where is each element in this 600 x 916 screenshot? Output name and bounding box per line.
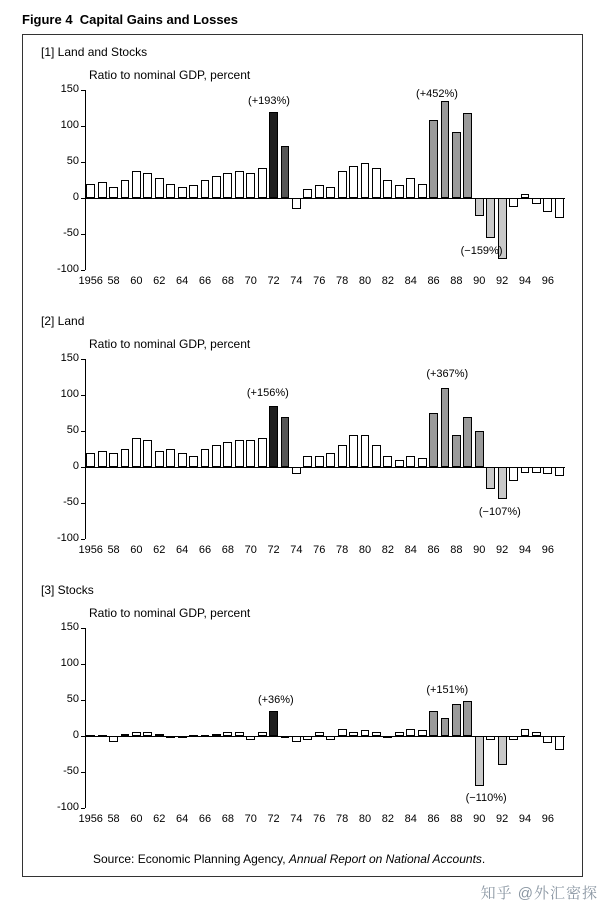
bar-1990 — [475, 736, 484, 786]
x-tick-label: 90 — [473, 275, 486, 287]
bar-1987 — [441, 101, 450, 198]
bar-1980 — [361, 163, 370, 198]
y-tick-label: 50 — [66, 693, 79, 705]
x-tick-label: 90 — [473, 544, 486, 556]
x-tick-label: 88 — [450, 275, 463, 287]
y-tick — [81, 808, 85, 809]
y-tick — [81, 162, 85, 163]
y-tick — [81, 664, 85, 665]
bar-1997 — [555, 467, 564, 476]
bar-1960 — [132, 171, 141, 198]
bar-chart-land-and-stocks — [29, 68, 574, 290]
y-axis-line — [85, 628, 86, 808]
bar-1976 — [315, 185, 324, 198]
chart-title: [1] Land and Stocks — [41, 45, 148, 59]
bar-1967 — [212, 445, 221, 467]
bar-1977 — [326, 736, 335, 740]
watermark: 知乎 @外汇密探 — [471, 878, 600, 907]
x-tick-label: 88 — [450, 813, 463, 825]
bar-1986 — [429, 413, 438, 467]
x-tick-label: 80 — [358, 813, 372, 825]
bar-1986 — [429, 711, 438, 736]
bar-1977 — [326, 453, 335, 467]
bar-1982 — [383, 736, 392, 738]
x-tick-label: 92 — [496, 813, 509, 825]
y-tick — [81, 126, 85, 127]
bar-1956 — [86, 184, 95, 198]
bar-1963 — [166, 736, 175, 738]
x-tick-label: 1956 — [78, 544, 103, 556]
bar-1984 — [406, 178, 415, 198]
x-tick-label: 78 — [336, 544, 349, 556]
bar-1984 — [406, 729, 415, 736]
bar-1966 — [201, 180, 210, 198]
x-tick-label: 82 — [381, 275, 394, 287]
x-tick-label: 94 — [518, 275, 532, 287]
y-tick — [81, 772, 85, 773]
x-tick-label: 80 — [358, 275, 372, 287]
bar-1956 — [86, 735, 95, 737]
bar-1971 — [258, 168, 267, 198]
bar-1961 — [143, 732, 152, 736]
bar-1974 — [292, 198, 301, 209]
chart-panel-stocks — [29, 583, 576, 828]
bar-1997 — [555, 736, 564, 750]
x-tick-label: 68 — [221, 275, 234, 287]
bar-1992 — [498, 736, 507, 765]
x-tick-label: 90 — [473, 813, 486, 825]
bar-1986 — [429, 120, 438, 198]
bar-1995 — [532, 732, 541, 736]
y-tick-label: -100 — [56, 801, 79, 813]
bar-1991 — [486, 198, 495, 238]
x-tick-label: 84 — [404, 275, 417, 287]
bar-1983 — [395, 732, 404, 736]
bar-1979 — [349, 435, 358, 467]
bar-1969 — [235, 732, 244, 736]
y-axis-title: Ratio to nominal GDP, percent — [89, 68, 251, 82]
bar-chart-land — [29, 337, 574, 559]
bar-1988 — [452, 435, 461, 467]
x-tick-label: 72 — [267, 813, 280, 825]
bar-1993 — [509, 467, 518, 481]
bar-1962 — [155, 451, 164, 467]
x-tick-label: 74 — [290, 813, 303, 825]
y-tick-label: 150 — [60, 621, 79, 633]
y-tick — [81, 270, 85, 271]
x-tick-label: 60 — [130, 275, 143, 287]
x-tick-label: 64 — [176, 813, 189, 825]
bar-1974 — [292, 467, 301, 474]
bar-1985 — [418, 458, 427, 467]
bar-1990 — [475, 431, 484, 467]
y-axis-line — [85, 90, 86, 270]
x-tick-label: 62 — [153, 275, 166, 287]
annotation: (−107%) — [478, 506, 521, 519]
bar-1968 — [223, 732, 232, 736]
bar-1987 — [441, 718, 450, 736]
annotation: (+156%) — [246, 386, 289, 399]
bar-1959 — [121, 449, 130, 467]
bar-1978 — [338, 729, 347, 736]
bar-1975 — [303, 456, 312, 467]
bar-1978 — [338, 445, 347, 467]
annotation: (+367%) — [426, 367, 469, 380]
bar-1964 — [178, 453, 187, 467]
bar-1956 — [86, 453, 95, 467]
bar-1977 — [326, 187, 335, 198]
bar-1969 — [235, 171, 244, 198]
x-tick-label: 70 — [244, 813, 257, 825]
bar-1970 — [246, 173, 255, 198]
y-tick-label: 100 — [60, 388, 79, 400]
bar-1980 — [361, 435, 370, 467]
source-prefix: Source: Economic Planning Agency, — [93, 852, 289, 866]
x-tick-label: 74 — [290, 544, 303, 556]
x-tick-label: 76 — [313, 275, 326, 287]
bar-1979 — [349, 166, 358, 198]
bar-1988 — [452, 132, 461, 198]
y-tick-label: 0 — [72, 191, 79, 203]
x-tick-label: 76 — [313, 813, 326, 825]
bar-1983 — [395, 185, 404, 198]
annotation: (−159%) — [460, 245, 503, 257]
x-tick-label: 64 — [176, 275, 189, 287]
chart-title: [2] Land — [41, 314, 85, 328]
bar-chart-stocks — [29, 606, 574, 828]
x-tick-label: 92 — [496, 544, 509, 556]
chart-title: [3] Stocks — [41, 583, 94, 597]
bar-1982 — [383, 456, 392, 467]
x-tick-label: 62 — [153, 813, 166, 825]
bar-1967 — [212, 176, 221, 198]
bar-1964 — [178, 187, 187, 198]
y-tick-label: 150 — [60, 352, 79, 364]
bar-1965 — [189, 456, 198, 467]
y-tick-label: 50 — [66, 155, 79, 167]
bar-1982 — [383, 180, 392, 198]
source-suffix: . — [481, 852, 486, 866]
x-tick-label: 58 — [107, 813, 120, 825]
x-tick-label: 66 — [198, 275, 212, 287]
bar-1985 — [418, 730, 427, 736]
x-tick-label: 94 — [518, 544, 532, 556]
y-tick-label: 0 — [72, 729, 79, 741]
bar-1975 — [303, 189, 312, 198]
y-tick — [81, 503, 85, 504]
bar-1958 — [109, 453, 118, 467]
bar-1959 — [121, 734, 130, 736]
bar-1993 — [509, 198, 518, 207]
x-tick-label: 82 — [381, 813, 394, 825]
bar-1968 — [223, 173, 232, 198]
x-tick-label: 1956 — [78, 813, 103, 825]
y-tick — [81, 700, 85, 701]
bar-1987 — [441, 388, 450, 467]
y-tick-label: -50 — [63, 227, 79, 239]
x-tick-label: 84 — [404, 813, 417, 825]
bar-1968 — [223, 442, 232, 467]
annotation: (+452%) — [416, 88, 458, 101]
y-tick — [81, 628, 85, 629]
bar-1971 — [258, 438, 267, 467]
x-tick-label: 76 — [313, 544, 326, 556]
bar-1970 — [246, 736, 255, 740]
bar-1966 — [201, 449, 210, 467]
y-tick-label: 50 — [66, 424, 79, 436]
y-tick — [81, 234, 85, 235]
bar-1989 — [463, 417, 472, 467]
bar-1973 — [281, 146, 290, 198]
bar-1994 — [521, 467, 530, 473]
bar-1961 — [143, 440, 152, 467]
x-tick-label: 60 — [130, 813, 143, 825]
y-tick-label: 0 — [72, 460, 79, 472]
x-tick-label: 1956 — [78, 275, 103, 287]
bar-1972 — [269, 406, 278, 467]
x-tick-label: 78 — [336, 813, 349, 825]
x-tick-label: 88 — [450, 544, 463, 556]
x-tick-label: 92 — [496, 275, 509, 287]
y-tick — [81, 539, 85, 540]
x-tick-label: 96 — [541, 275, 554, 287]
x-tick-label: 58 — [107, 544, 120, 556]
source-report-title: Annual Report on National Accounts — [288, 852, 482, 866]
x-tick-label: 86 — [427, 275, 440, 287]
chart-panel-land — [29, 314, 576, 559]
bar-1996 — [543, 198, 552, 212]
y-axis-line — [85, 359, 86, 539]
y-tick-label: -50 — [63, 496, 79, 508]
bar-1981 — [372, 445, 381, 467]
bar-1980 — [361, 730, 370, 736]
bar-1994 — [521, 729, 530, 736]
bar-1989 — [463, 701, 472, 736]
bar-1972 — [269, 711, 278, 736]
x-tick-label: 96 — [541, 544, 554, 556]
x-tick-label: 96 — [541, 813, 554, 825]
bar-1985 — [418, 184, 427, 198]
source-line — [93, 852, 576, 866]
y-tick-label: 150 — [60, 83, 79, 95]
bar-1995 — [532, 467, 541, 473]
bar-1994 — [521, 194, 530, 198]
bar-1957 — [98, 451, 107, 467]
bar-1984 — [406, 456, 415, 467]
x-tick-label: 64 — [176, 544, 189, 556]
bar-1958 — [109, 187, 118, 198]
x-tick-label: 72 — [267, 544, 280, 556]
bar-1978 — [338, 171, 347, 198]
bar-1957 — [98, 735, 107, 737]
figure-box — [22, 34, 583, 877]
bar-1959 — [121, 180, 130, 198]
y-tick — [81, 431, 85, 432]
bar-1966 — [201, 735, 210, 737]
x-tick-label: 70 — [244, 275, 257, 287]
bar-1976 — [315, 456, 324, 467]
bar-1963 — [166, 449, 175, 467]
y-tick — [81, 359, 85, 360]
x-tick-label: 68 — [221, 544, 234, 556]
annotation: (−110%) — [465, 792, 507, 805]
y-tick-label: -100 — [56, 532, 79, 544]
bar-1996 — [543, 736, 552, 743]
bar-1965 — [189, 185, 198, 198]
bar-1972 — [269, 112, 278, 198]
y-tick-label: 100 — [60, 119, 79, 131]
y-axis-title: Ratio to nominal GDP, percent — [89, 606, 251, 620]
x-tick-label: 82 — [381, 544, 394, 556]
bar-1996 — [543, 467, 552, 474]
bar-1981 — [372, 732, 381, 736]
y-tick-label: -50 — [63, 765, 79, 777]
bar-1960 — [132, 732, 141, 736]
bar-1995 — [532, 198, 541, 204]
bar-1971 — [258, 732, 267, 736]
bar-1979 — [349, 732, 358, 736]
bar-1990 — [475, 198, 484, 216]
x-tick-label: 66 — [198, 813, 212, 825]
x-tick-label: 66 — [198, 544, 212, 556]
x-tick-label: 68 — [221, 813, 234, 825]
bar-1976 — [315, 732, 324, 736]
annotation: (+36%) — [257, 694, 294, 707]
bar-1973 — [281, 736, 290, 738]
x-tick-label: 86 — [427, 544, 440, 556]
bar-1993 — [509, 736, 518, 740]
bar-1991 — [486, 736, 495, 740]
x-tick-label: 74 — [290, 275, 303, 287]
x-tick-label: 72 — [267, 275, 280, 287]
x-tick-label: 94 — [518, 813, 532, 825]
bar-1967 — [212, 734, 221, 736]
bar-1992 — [498, 467, 507, 499]
bar-1958 — [109, 736, 118, 742]
bar-1969 — [235, 440, 244, 467]
bar-1960 — [132, 438, 141, 467]
bar-1997 — [555, 198, 564, 218]
bar-1983 — [395, 460, 404, 467]
bar-1988 — [452, 704, 461, 736]
y-tick — [81, 395, 85, 396]
bar-1965 — [189, 735, 198, 737]
x-tick-label: 80 — [358, 544, 372, 556]
bar-1962 — [155, 734, 164, 736]
chart-panel-land-and-stocks — [29, 45, 576, 290]
bar-1957 — [98, 182, 107, 198]
x-tick-label: 60 — [130, 544, 143, 556]
y-tick-label: -100 — [56, 263, 79, 275]
bar-1991 — [486, 467, 495, 489]
bar-1962 — [155, 178, 164, 198]
bar-1970 — [246, 440, 255, 467]
y-axis-title: Ratio to nominal GDP, percent — [89, 337, 251, 351]
bar-1964 — [178, 736, 187, 738]
x-tick-label: 62 — [153, 544, 166, 556]
x-tick-label: 84 — [404, 544, 417, 556]
x-tick-label: 58 — [107, 275, 120, 287]
figure-title: Figure 4 Capital Gains and Losses — [22, 12, 239, 27]
x-tick-label: 70 — [244, 544, 257, 556]
x-tick-label: 78 — [336, 275, 349, 287]
bar-1973 — [281, 417, 290, 467]
y-tick — [81, 90, 85, 91]
bar-1989 — [463, 113, 472, 198]
annotation: (+151%) — [426, 684, 469, 697]
annotation: (+193%) — [248, 95, 290, 108]
y-tick-label: 100 — [60, 657, 79, 669]
bar-1974 — [292, 736, 301, 742]
x-tick-label: 86 — [427, 813, 440, 825]
bar-1961 — [143, 173, 152, 198]
bar-1963 — [166, 184, 175, 198]
bar-1981 — [372, 168, 381, 198]
bar-1975 — [303, 736, 312, 740]
